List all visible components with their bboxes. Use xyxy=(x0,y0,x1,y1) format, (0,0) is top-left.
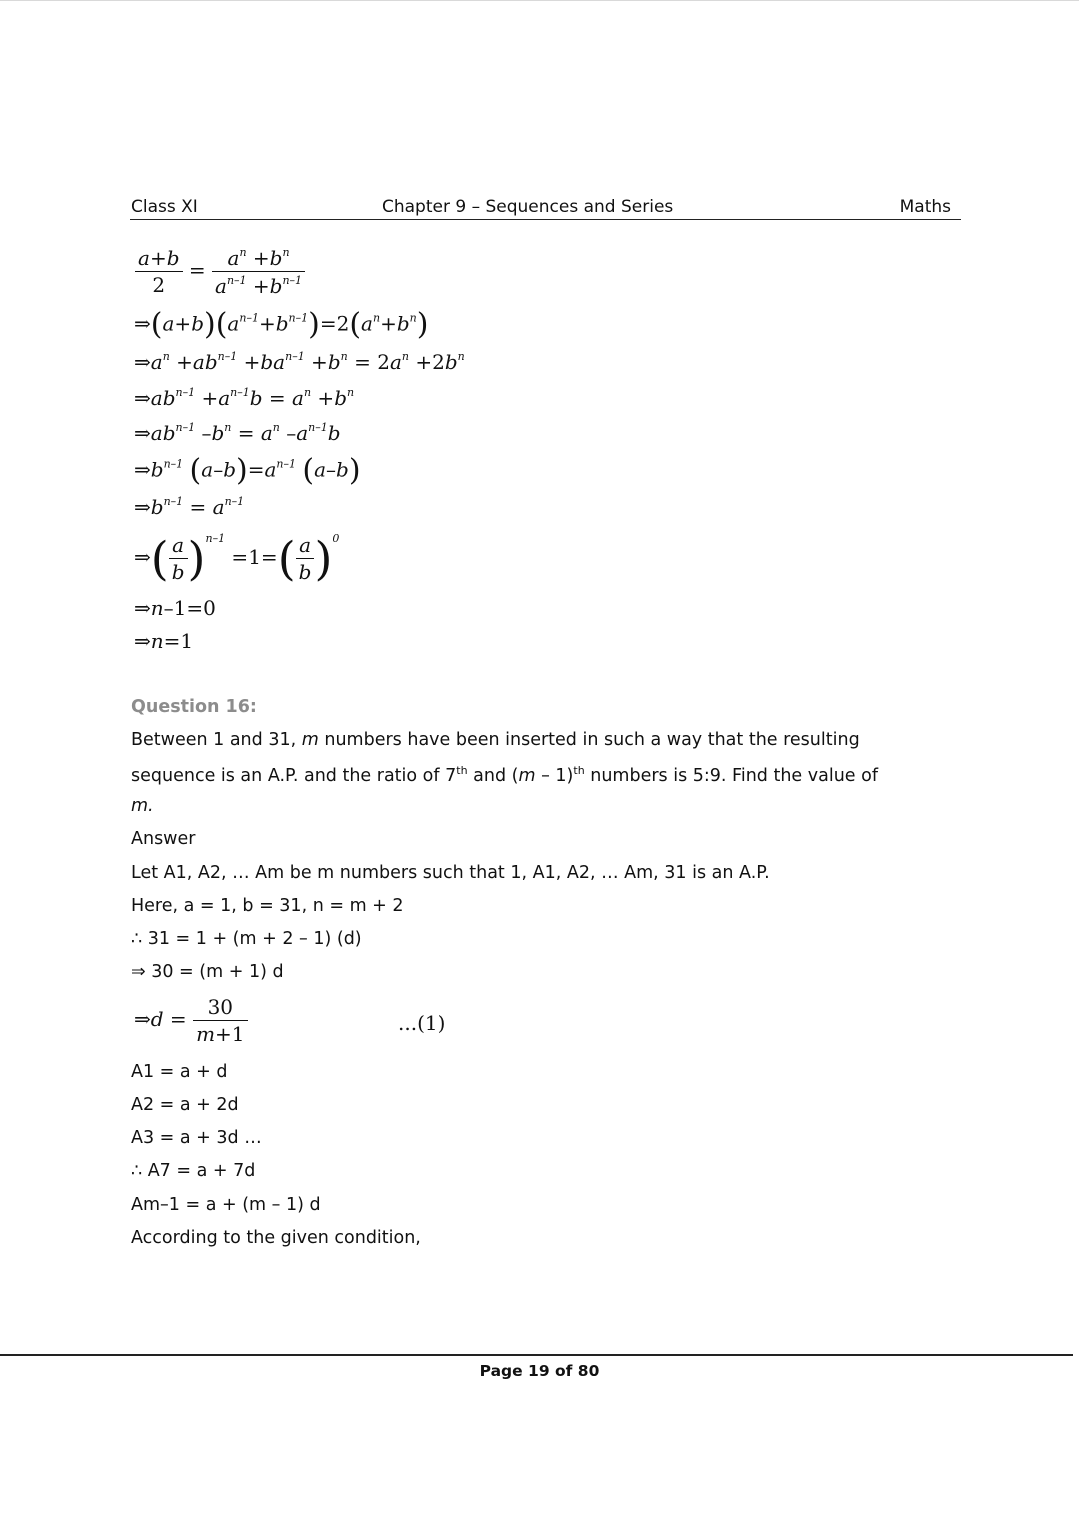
equation-4: $\Rightarrow ab^{n-1} +a^{n-1}b = a^n +b^n$ xyxy=(134,386,355,410)
answer-let-line: Let A1, A2, … Am be m numbers such that 1, A1, A2, … Am, 31 is an A.P. xyxy=(131,863,770,883)
question-line-2: sequence is an A.P. and the ratio of 7th and (m – 1)$^{th}$ numbers is 5:9. Find the value of xyxy=(131,764,878,786)
equation-2: $\Rightarrow(a+b)(a^{n-1}+b^{n-1})=2(a^n+b^n)$ xyxy=(134,307,429,342)
equation-ref: ...(1) xyxy=(398,1011,446,1035)
equation-10: ⇒n=1 xyxy=(134,629,194,653)
question-line-1: Between 1 and 31, m numbers have been inserted in such a way that the resulting xyxy=(131,730,860,750)
equation-3: $\Rightarrow a^n +ab^{n-1} +ba^{n-1} +b^n = 2a^n +2b^n$ xyxy=(134,350,465,374)
header-class: Class XI xyxy=(131,197,198,217)
answer-a3: A3 = a + 3d … xyxy=(131,1128,262,1148)
equation-6: $\Rightarrow b^{n-1}$ $(a-b)=a^{n-1}$ (a–b) xyxy=(134,453,361,488)
question-label: Question 16: xyxy=(131,697,257,717)
equation-1: $\frac{a+b}{2}$ = $\frac{a^n +b^n}{a^{n-1} +b^{n-1}}$ xyxy=(135,247,305,296)
answer-condition: According to the given condition, xyxy=(131,1228,421,1248)
page-header xyxy=(130,197,961,220)
equation-9: ⇒n–1=0 xyxy=(134,596,216,620)
answer-eq-1: ∴ 31 = 1 + (m + 2 – 1) (d) xyxy=(131,929,362,949)
equation-8: ⇒( $\frac{a}{b}$ )$^{n-1}$ =1=( $\frac{a}{b}$ )$^0$ xyxy=(134,531,340,586)
answer-am1: Am–1 = a + (m – 1) d xyxy=(131,1195,321,1215)
question-line-3: m. xyxy=(131,796,154,816)
equation-5: $\Rightarrow ab^{n-1}$ $-b^n = a^n$ $-a^{n-1}b$ xyxy=(134,421,341,445)
equation-d: ⇒d = $\frac{30}{m+1}$ xyxy=(134,997,248,1044)
page-number: Page 19 of 80 xyxy=(479,1362,600,1380)
answer-a7: ∴ A7 = a + 7d xyxy=(131,1161,256,1181)
answer-a1: A1 = a + d xyxy=(131,1062,228,1082)
top-border xyxy=(0,0,1079,1)
footer-rule xyxy=(0,1354,1073,1356)
header-chapter: Chapter 9 – Sequences and Series xyxy=(382,197,674,217)
answer-eq-2: ⇒ 30 = (m + 1) d xyxy=(131,962,284,982)
answer-here-line: Here, a = 1, b = 31, n = m + 2 xyxy=(131,896,404,916)
answer-a2: A2 = a + 2d xyxy=(131,1095,239,1115)
equation-7: $\Rightarrow b^{n-1} = a^{n-1}$ xyxy=(134,495,245,519)
answer-label: Answer xyxy=(131,829,196,849)
header-subject: Maths xyxy=(899,197,951,217)
